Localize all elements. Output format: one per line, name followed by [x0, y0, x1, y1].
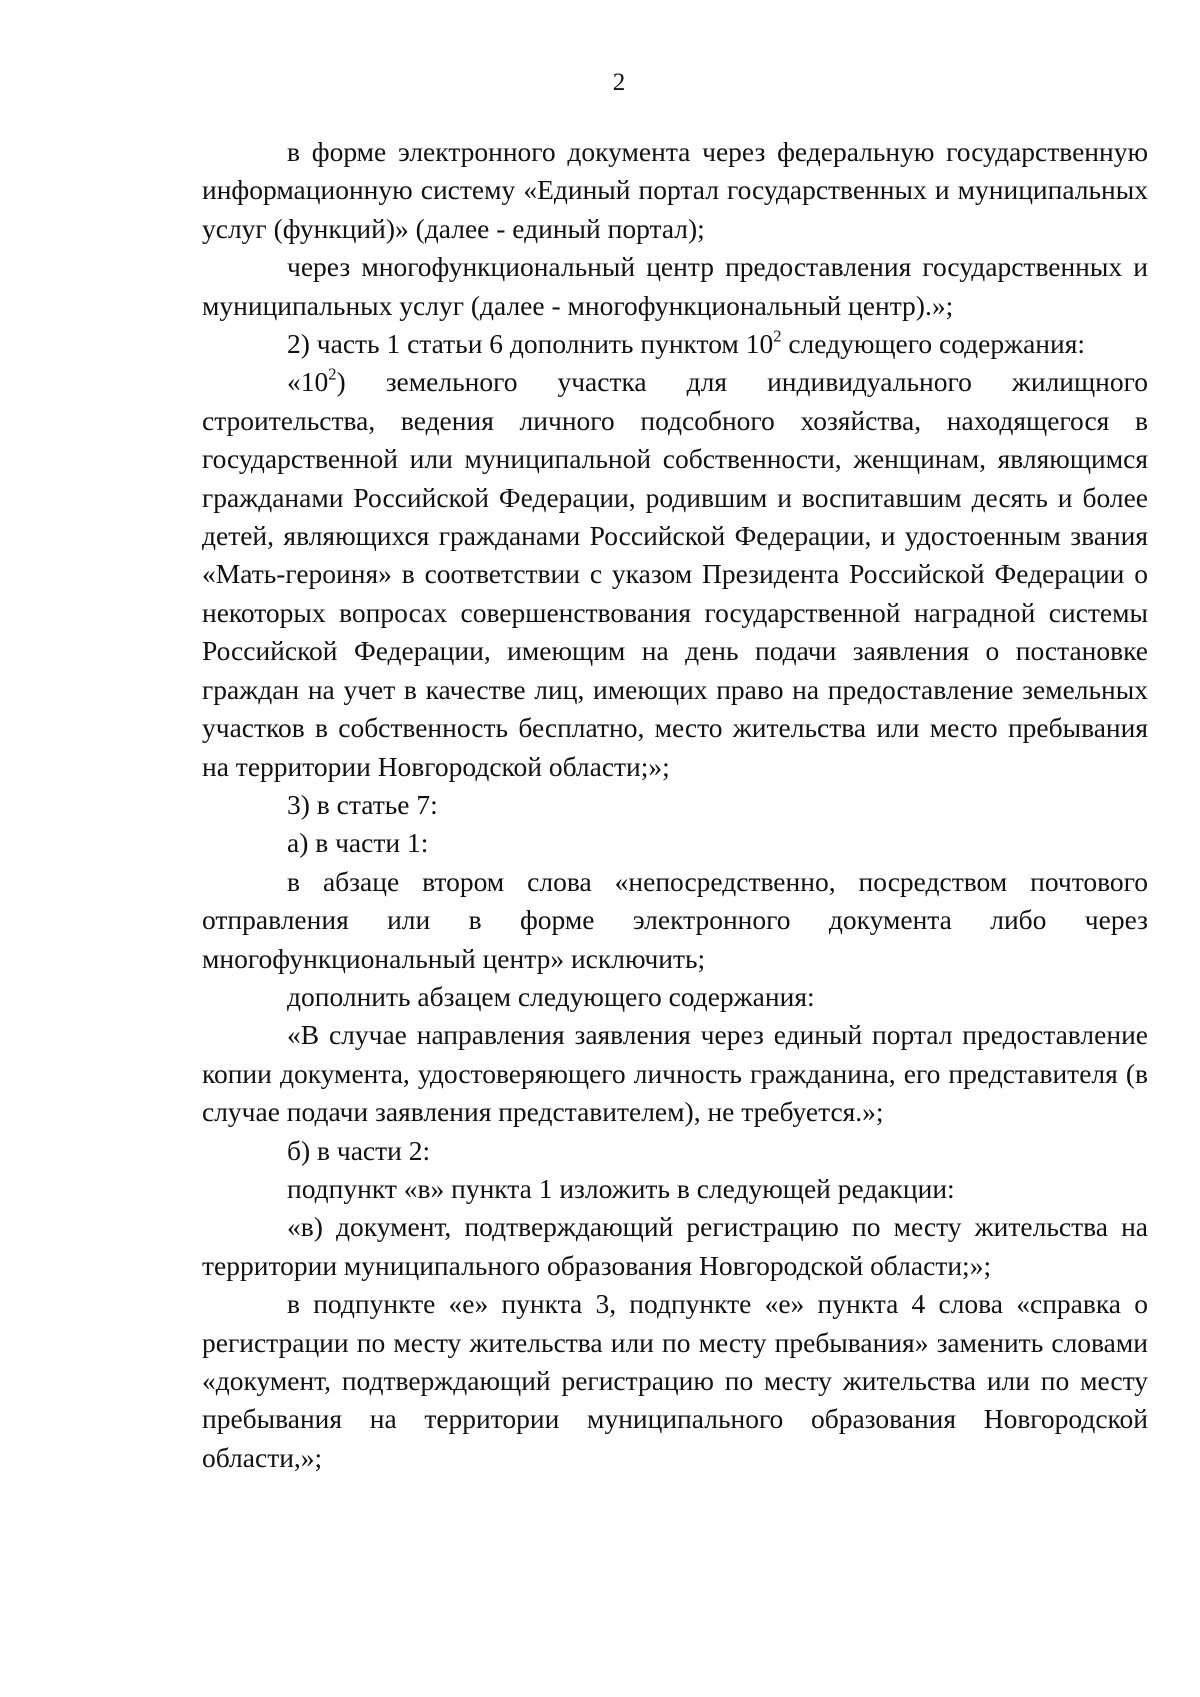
paragraph-portal-case: «В случае направления заявления через единый портал предоставление копии документа, удостоверяющего личность гражданина, его представителя (в случае подачи заявления представителем), не требуется.»;: [202, 1019, 1148, 1128]
paragraph-item-2-start: 2) часть 1 статьи 6 дополнить пунктом 10: [287, 328, 774, 360]
paragraph-land-plot-end: ) земельного участка для индивидуального жилищного строительства, ведения личного подсобного хозяйства, находящегося в государственной или муниципальной собственности, женщинам, являющимся гражданами Российской Федерации, родившим и воспитавшим десять и более детей, являющихся гражданами Российской Федерации, и удостоенным звания «Мать-героиня» в соответствии с указом Президента Российской Федерации о некоторых вопросах совершенствования государственной наградной системы Российской Федерации, имеющим на день подачи заявления о постановке граждан на учет в качестве лиц, имеющих право на предоставление земельных участков в собственность бесплатно, место жительства или место пребывания на территории Новгородской области;»;: [202, 366, 1148, 782]
paragraph-item-2: [202, 325, 1148, 363]
paragraph-abzac-2: в абзаце втором слова «непосредственно, посредством почтового отправления или в форме электронного документа либо через многофункциональный центр» исключить;: [202, 865, 1148, 974]
paragraph-land-plot: [202, 363, 1148, 785]
paragraph-sub-b: б) в части 2:: [287, 1134, 431, 1166]
document-body: [202, 133, 1148, 1477]
paragraph-electronic-form: в форме электронного документа через федеральную государственную информационную систему «Единый портал государственных и муниципальных услуг (функций)» (далее - единый портал);: [202, 136, 1148, 244]
paragraph-subitem-e: в подпункте «е» пункта 3, подпункте «е» пункта 4 слова «справка о регистрации по месту жительства или по месту пребывания» заменить словами «документ, подтверждающий регистрацию по месту жительства или по месту пребывания на территории муниципального образования Новгородской области,»;: [202, 1288, 1148, 1473]
paragraph-sub-a: а) в части 1:: [287, 827, 429, 859]
superscript: 2: [773, 326, 782, 346]
paragraph-item-2-end: следующего содержания:: [781, 328, 1086, 360]
paragraph-add-abzac: дополнить абзацем следующего содержания:: [287, 980, 815, 1012]
paragraph-subitem-v: подпункт «в» пункта 1 изложить в следующей редакции:: [287, 1172, 955, 1204]
paragraph-mfc: через многофункциональный центр предоставления государственных и муниципальных услуг (далее - многофункциональный центр).»;: [202, 251, 1148, 321]
paragraph-registration-doc: «в) документ, подтверждающий регистрацию по месту жительства на территории муниципального образования Новгородской области;»;: [202, 1211, 1148, 1281]
paragraph-land-plot-start: «10: [287, 366, 329, 398]
paragraph-item-3: 3) в статье 7:: [287, 788, 438, 820]
superscript: 2: [328, 364, 337, 384]
page-number: 2: [612, 69, 626, 96]
